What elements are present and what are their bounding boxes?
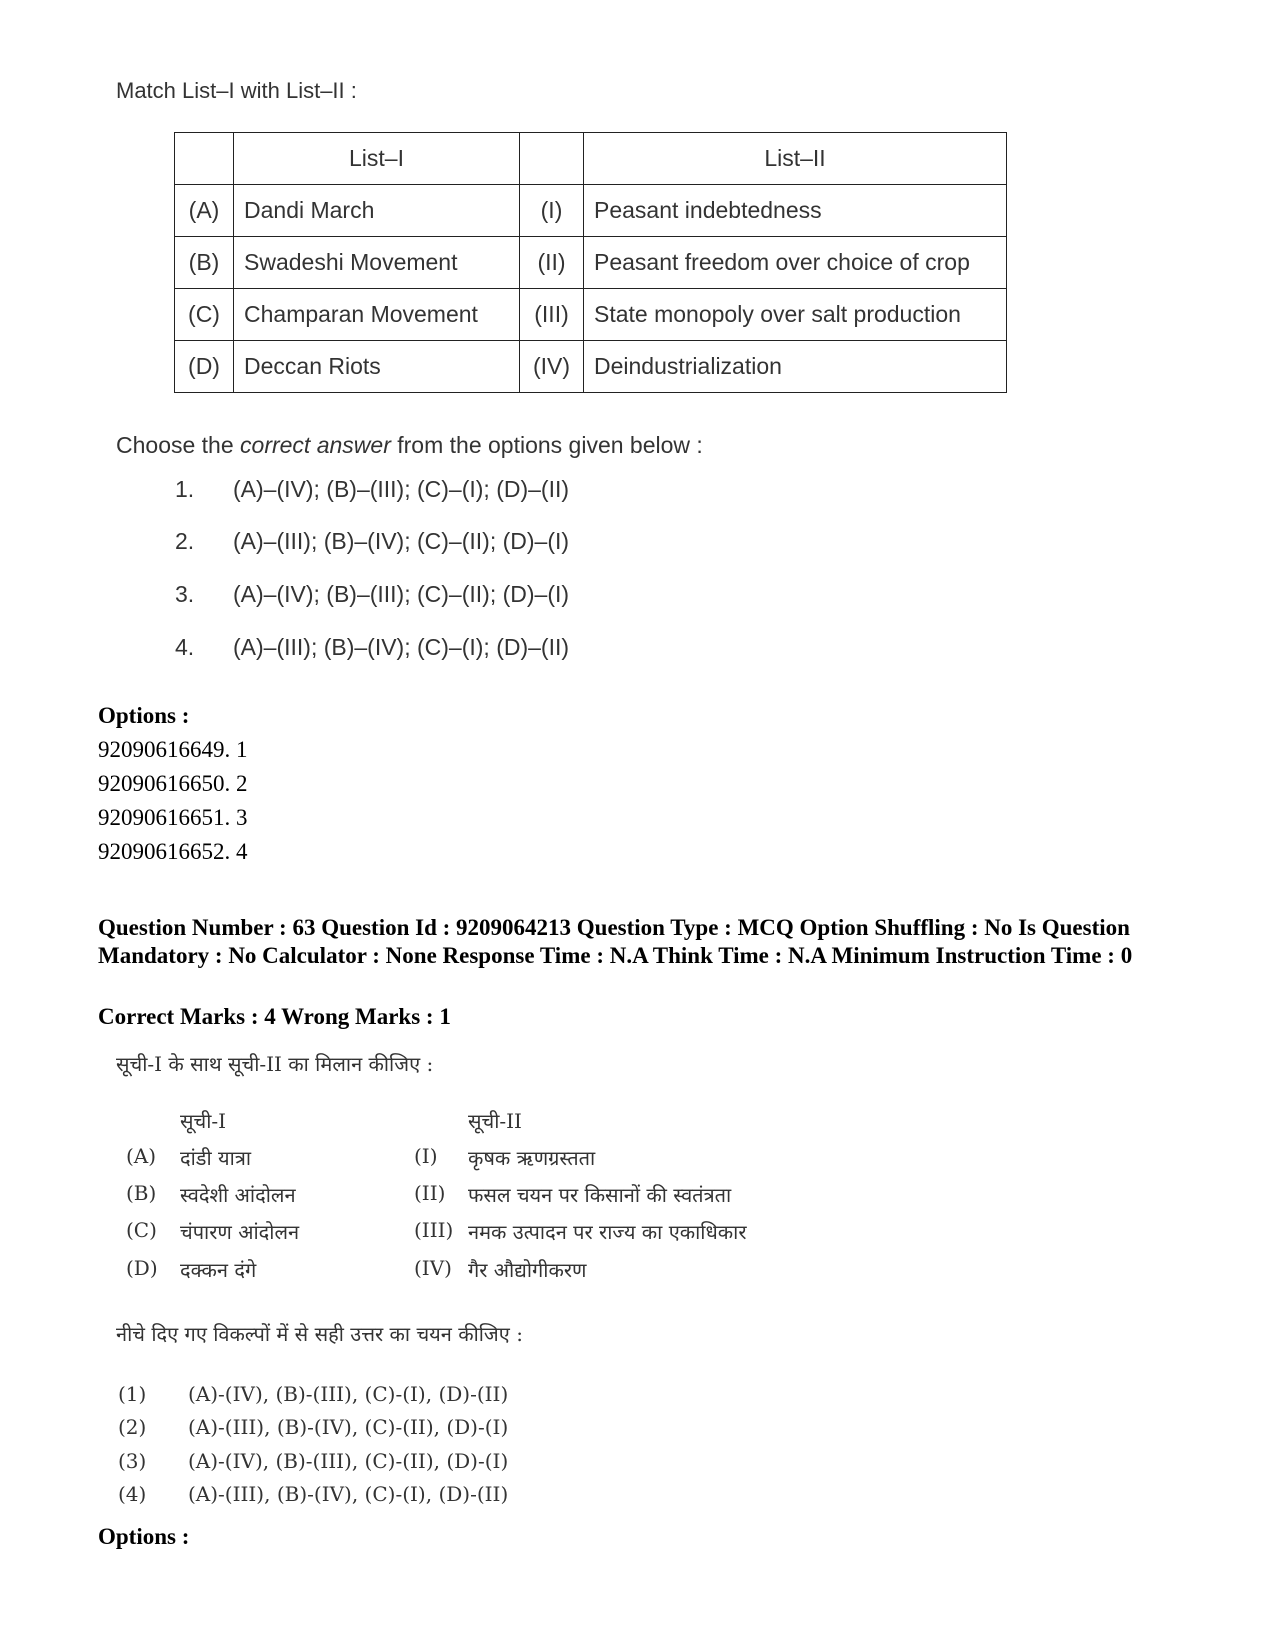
answer-number: (3) <box>118 1449 147 1473</box>
table-cell: (IV) <box>520 341 584 393</box>
answer-text: (A)–(IV); (B)–(III); (C)–(II); (D)–(I) <box>233 581 570 607</box>
option-id: 92090616649. 1 <box>98 737 248 762</box>
row-label: (D) <box>126 1256 158 1280</box>
answer-text: (A)–(III); (B)–(IV); (C)–(II); (D)–(I) <box>233 528 570 554</box>
choose-instruction-english <box>116 432 703 459</box>
table-row <box>175 237 1007 289</box>
table-cell: (D) <box>175 341 234 393</box>
table-row <box>175 185 1007 237</box>
table-cell: (C) <box>175 289 234 341</box>
row-item: चंपारण आंदोलन <box>180 1220 300 1244</box>
answer-number: 1. <box>175 476 195 502</box>
question-intro-hindi: सूची-I के साथ सूची-II का मिलान कीजिए : <box>116 1052 434 1076</box>
answer-choice-3 <box>175 581 569 608</box>
answer-text: (A)-(IV), (B)-(III), (C)-(II), (D)-(I) <box>188 1449 509 1473</box>
answer-text: (A)–(IV); (B)–(III); (C)–(I); (D)–(II) <box>233 476 570 502</box>
table-cell: (A) <box>175 185 234 237</box>
row-item: स्वदेशी आंदोलन <box>180 1183 296 1207</box>
row-item: कृषक ऋणग्रस्तता <box>468 1146 596 1170</box>
answer-text: (A)-(III), (B)-(IV), (C)-(I), (D)-(II) <box>188 1482 509 1506</box>
question-metadata: Question Number : 63 Question Id : 9209064213 Question Type : MCQ Option Shuffling : No Is Question Mandatory : No Calculator : None Response Time : N.A Think Time : N.A Minimum Instruction Time : 0 <box>98 915 1133 968</box>
answer-number: (4) <box>118 1482 147 1506</box>
answer-text: (A)–(III); (B)–(IV); (C)–(I); (D)–(II) <box>233 634 570 660</box>
list-1-header-hindi: सूची-I <box>180 1109 227 1133</box>
table-header-cell <box>175 133 234 185</box>
answer-choice-4 <box>175 634 569 661</box>
row-item: गैर औद्योगीकरण <box>468 1258 587 1282</box>
question-intro-english: Match List–I with List–II : <box>116 78 357 103</box>
table-cell: (III) <box>520 289 584 341</box>
answer-number: (2) <box>118 1415 147 1439</box>
table-cell: Deindustrialization <box>584 341 1007 393</box>
row-label: (II) <box>414 1181 446 1205</box>
marks-info: Correct Marks : 4 Wrong Marks : 1 <box>98 1004 451 1029</box>
table-header-list-1: List–I <box>234 133 520 185</box>
table-cell: Deccan Riots <box>234 341 520 393</box>
row-label: (IV) <box>414 1256 452 1280</box>
table-row <box>175 341 1007 393</box>
choose-instruction-hindi: नीचे दिए गए विकल्पों में से सही उत्तर का चयन कीजिए : <box>116 1322 523 1346</box>
row-item: दक्कन दंगे <box>180 1258 257 1282</box>
answer-text: (A)-(III), (B)-(IV), (C)-(II), (D)-(I) <box>188 1415 509 1439</box>
choose-text: from the options given below : <box>390 432 703 458</box>
row-item: फसल चयन पर किसानों की स्वतंत्रता <box>468 1183 732 1207</box>
table-cell: (I) <box>520 185 584 237</box>
choose-text: Choose the <box>116 432 241 458</box>
table-header-row <box>175 133 1007 185</box>
match-table <box>174 132 1007 393</box>
answer-choice-1 <box>175 476 569 503</box>
answer-text: (A)-(IV), (B)-(III), (C)-(I), (D)-(II) <box>188 1382 509 1406</box>
row-label: (I) <box>414 1144 438 1168</box>
table-cell: Champaran Movement <box>234 289 520 341</box>
table-header-list-2: List–II <box>584 133 1007 185</box>
answer-number: 4. <box>175 634 195 660</box>
row-label: (C) <box>126 1218 157 1242</box>
list-2-header-hindi: सूची-II <box>468 1109 522 1133</box>
table-cell: Swadeshi Movement <box>234 237 520 289</box>
row-item: दांडी यात्रा <box>180 1146 252 1170</box>
option-id: 92090616651. 3 <box>98 805 248 830</box>
answer-number: 2. <box>175 528 195 554</box>
table-header-cell <box>520 133 584 185</box>
row-item: नमक उत्पादन पर राज्य का एकाधिकार <box>468 1220 747 1244</box>
table-cell: (II) <box>520 237 584 289</box>
answer-choice-2 <box>175 528 569 555</box>
answer-number: (1) <box>118 1382 147 1406</box>
option-id: 92090616652. 4 <box>98 839 248 864</box>
table-cell: Peasant freedom over choice of crop <box>584 237 1007 289</box>
table-cell: (B) <box>175 237 234 289</box>
table-cell: State monopoly over salt production <box>584 289 1007 341</box>
table-cell: Dandi March <box>234 185 520 237</box>
options-heading: Options : <box>98 1524 190 1549</box>
options-heading: Options : <box>98 703 190 728</box>
table-row <box>175 289 1007 341</box>
table-cell: Peasant indebtedness <box>584 185 1007 237</box>
answer-number: 3. <box>175 581 195 607</box>
row-label: (A) <box>126 1144 157 1168</box>
row-label: (B) <box>126 1181 157 1205</box>
option-id: 92090616650. 2 <box>98 771 248 796</box>
choose-emphasis: correct answer <box>240 432 391 458</box>
row-label: (III) <box>414 1218 454 1242</box>
